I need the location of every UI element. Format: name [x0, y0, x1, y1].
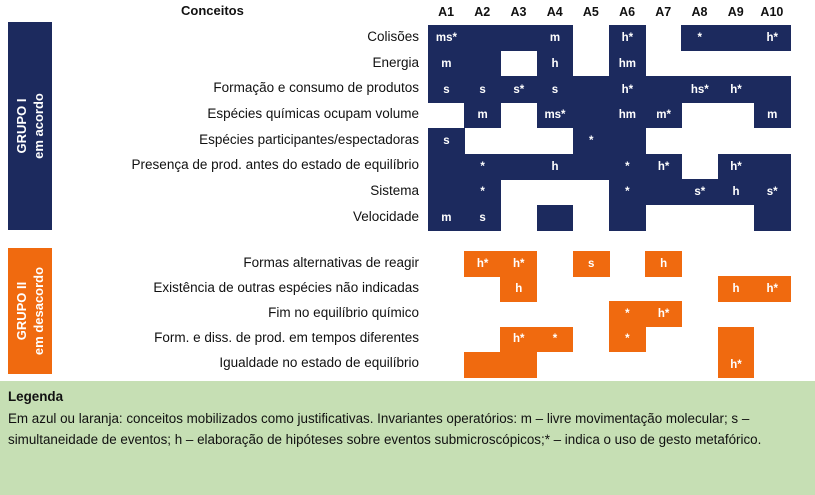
- group1-row-label: Presença de prod. antes do estado de equilíbrio: [131, 157, 419, 173]
- group1-cell-a10: [754, 76, 791, 102]
- column-header-a9: A9: [727, 5, 744, 19]
- group1-cell-a6: h*: [609, 25, 646, 51]
- group1-side-label: [8, 22, 52, 230]
- column-header-a5: A5: [582, 5, 599, 19]
- group1-cell-a10: h*: [754, 25, 791, 51]
- group2-cell-a3: h*: [500, 251, 537, 277]
- group2-row-label: Fim no equilíbrio químico: [268, 305, 419, 320]
- group1-cell-a5: [573, 76, 610, 102]
- group1-cell-a1: [428, 179, 465, 205]
- group1-cell-a2: [464, 25, 501, 51]
- group1-cell-a1: s: [428, 128, 465, 154]
- group1-cell-a4: h: [537, 51, 574, 77]
- group1-cell-a10: [754, 154, 791, 180]
- group1-cell-a1: m: [428, 205, 465, 231]
- group2-row-label: Igualdade no estado de equilíbrio: [219, 355, 419, 371]
- group1-cell-a9: h*: [718, 154, 755, 180]
- group1-cell-a4: s: [537, 76, 574, 102]
- group2-cell-a2: [464, 352, 501, 378]
- group2-cell-a9: [718, 327, 755, 353]
- concepts-header: Conceitos: [181, 3, 244, 18]
- group2-cell-a6: *: [609, 301, 646, 327]
- group2-cell-a3: h: [500, 276, 537, 302]
- group1-cell-a3: [500, 154, 537, 180]
- group1-cell-a3: s*: [500, 76, 537, 102]
- group1-cell-a3: [500, 25, 537, 51]
- group1-cell-a7: m*: [645, 102, 682, 128]
- group1-cell-a7: h*: [645, 154, 682, 180]
- column-header-a10: A10: [760, 5, 784, 19]
- group2-cell-a9: h*: [718, 352, 755, 378]
- group1-cell-a4: m: [537, 25, 574, 51]
- group2-subtitle: em desacordo: [31, 266, 46, 356]
- group1-cell-a1: m: [428, 51, 465, 77]
- group1-cell-a5: *: [573, 128, 610, 154]
- group1-cell-a6: [609, 205, 646, 231]
- group1-cell-a2: *: [464, 154, 501, 180]
- group2-title: GRUPO II: [14, 281, 29, 341]
- legend-text: Em azul ou laranja: conceitos mobilizados como justificativas. Invariantes operatórios: m – livre movimentação molecular; s – simultaneidade de eventos; h – elaboração de hipóteses sobre eventos submicroscópicos;* – indica o uso de gesto metafórico.: [8, 410, 762, 447]
- group1-cell-a6: hm: [609, 51, 646, 77]
- group1-cell-a2: s: [464, 76, 501, 102]
- column-header-a3: A3: [510, 5, 527, 19]
- group1-cell-a6: *: [609, 154, 646, 180]
- group1-cell-a9: h*: [718, 76, 755, 102]
- group2-cell-a6: *: [609, 327, 646, 353]
- group2-cell-a7: h: [645, 251, 682, 277]
- group2-row-label: Formas alternativas de reagir: [243, 254, 419, 270]
- group1-cell-a4: [537, 205, 574, 231]
- group2-cell-a10: h*: [754, 276, 791, 302]
- group1-cell-a6: h*: [609, 76, 646, 102]
- group1-row-label: Espécies químicas ocupam volume: [207, 105, 419, 121]
- legend-title: Legenda: [8, 389, 64, 404]
- group1-cell-a8: *: [681, 25, 718, 51]
- column-header-a4: A4: [546, 5, 563, 19]
- group1-cell-a1: ms*: [428, 25, 465, 51]
- group1-cell-a2: [464, 51, 501, 77]
- group1-cell-a10: m: [754, 102, 791, 128]
- group1-cell-a9: [718, 25, 755, 51]
- group1-cell-a1: s: [428, 76, 465, 102]
- group1-cell-a6: [609, 128, 646, 154]
- group1-title: GRUPO I: [14, 98, 29, 154]
- group1-cell-a5: [573, 154, 610, 180]
- group1-row-label: Formação e consumo de produtos: [213, 80, 419, 96]
- column-header-a8: A8: [691, 5, 708, 19]
- group1-row-label: Espécies participantes/espectadoras: [199, 131, 419, 147]
- group1-row-label: Colisões: [367, 28, 419, 44]
- group2-cell-a3: h*: [500, 327, 537, 353]
- group2-cell-a7: h*: [645, 301, 682, 327]
- group2-cell-a4: *: [537, 327, 574, 353]
- group1-cell-a4: h: [537, 154, 574, 180]
- group1-cell-a9: h: [718, 179, 755, 205]
- group1-cell-a10: s*: [754, 179, 791, 205]
- group1-cell-a2: s: [464, 205, 501, 231]
- group2-side-label: [8, 248, 52, 374]
- group2-cell-a3: [500, 352, 537, 378]
- group2-cell-a9: h: [718, 276, 755, 302]
- group2-cell-a5: s: [573, 251, 610, 277]
- group1-cell-a1: [428, 154, 465, 180]
- column-header-a2: A2: [474, 5, 491, 19]
- group1-cell-a6: *: [609, 179, 646, 205]
- group1-cell-a10: [754, 205, 791, 231]
- group1-cell-a7: [645, 76, 682, 102]
- legend-box: [0, 381, 815, 495]
- column-header-a7: A7: [655, 5, 672, 19]
- column-header-a1: A1: [438, 5, 455, 19]
- group1-cell-a8: hs*: [681, 76, 718, 102]
- group2-row-label: Form. e diss. de prod. em tempos diferentes: [154, 330, 419, 346]
- group1-row-label: Energia: [372, 54, 419, 70]
- group1-row-label: Sistema: [370, 183, 419, 199]
- group1-cell-a4: ms*: [537, 102, 574, 128]
- group1-cell-a2: *: [464, 179, 501, 205]
- group1-cell-a8: s*: [681, 179, 718, 205]
- group1-subtitle: em acordo: [31, 93, 46, 159]
- group2-row-label: Existência de outras espécies não indicadas: [153, 279, 419, 295]
- group1-row-label: Velocidade: [352, 208, 419, 224]
- column-header-a6: A6: [619, 5, 636, 19]
- group2-cell-a2: h*: [464, 251, 501, 277]
- group1-cell-a2: m: [464, 102, 501, 128]
- group1-cell-a7: [645, 179, 682, 205]
- group1-cell-a5: [573, 102, 610, 128]
- group1-cell-a6: hm: [609, 102, 646, 128]
